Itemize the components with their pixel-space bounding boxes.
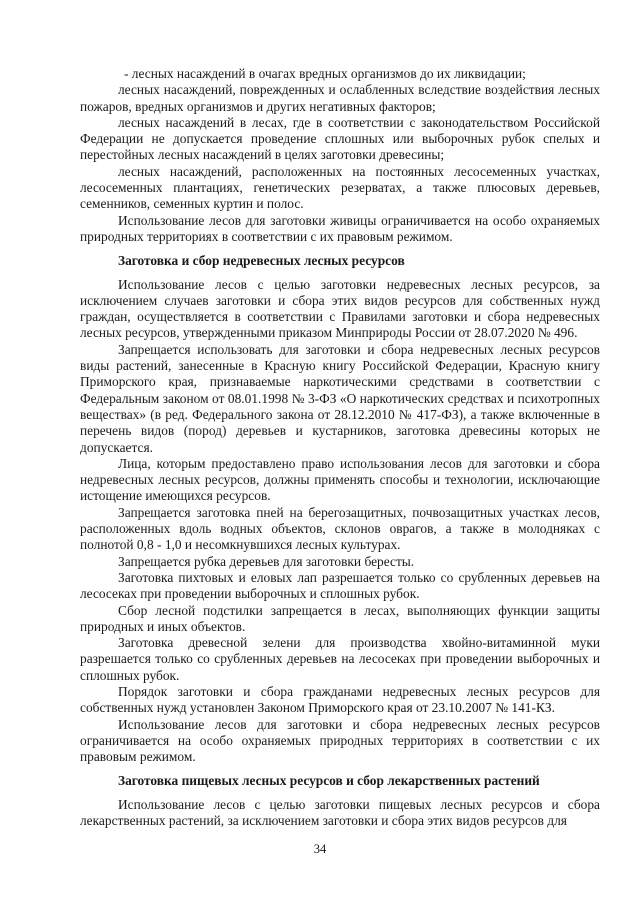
paragraph: Использование лесов с целью заготовки недревесных лесных ресурсов, за исключением случаев заготовки и сбора этих видов ресурсов для собственных нужд граждан, осуществляется в соответствии с Правилами заготовки и сбора недревесных лесных ресурсов, утвержденными приказом Минприроды России от 28.07.2020 № 496. [80, 276, 600, 341]
paragraph: лесных насаждений, расположенных на постоянных лесосеменных участках, лесосеменных плантациях, генетических резерватах, а также плюсовых деревьев, семенников, семенных куртин и полос. [80, 163, 600, 212]
paragraph: лесных насаждений, поврежденных и ослабленных вследствие воздействия лесных пожаров, вредных организмов и других негативных факторов; [80, 82, 600, 114]
paragraph: Использование лесов с целью заготовки пищевых лесных ресурсов и сбора лекарственных растений, за исключением заготовки и сбора этих видов ресурсов для [80, 796, 600, 829]
page-number: 34 [313, 842, 327, 856]
section-heading: Заготовка пищевых лесных ресурсов и сбор лекарственных растений [118, 773, 540, 789]
paragraph: Заготовка древесной зелени для производства хвойно-витаминной муки разрешается только со срубленных деревьев на лесосеках при проведении выборочных и сплошных рубок. [80, 635, 600, 683]
paragraph: Порядок заготовки и сбора гражданами недревесных лесных ресурсов для собственных нужд установлен Законом Приморского края от 23.10.2007 № 141-КЗ. [80, 683, 600, 716]
paragraph: Заготовка пихтовых и еловых лап разрешается только со срубленных деревьев на лесосеках при проведении выборочных и сплошных рубок. [80, 569, 600, 602]
section-heading: Заготовка и сбор недревесных лесных ресурсов [118, 253, 405, 269]
paragraph: Использование лесов для заготовки живицы ограничивается на особо охраняемых природных территориях в соответствии с их правовым режимом. [80, 212, 600, 244]
paragraph: Сбор лесной подстилки запрещается в лесах, выполняющих функции защиты природных и иных объектов. [80, 602, 600, 634]
paragraph: Запрещается использовать для заготовки и сбора недревесных лесных ресурсов виды растений, занесенные в Красную книгу Российской Федерации, Красную книгу Приморского края, признаваемые наркотическими средствами в соответствии с Федеральным законом от 08.01.1998 № 3-ФЗ «О наркотических средствах и психотропных веществах» (в ред. Федерального закона от 28.12.2010 № 417-ФЗ), а также включенные в перечень видов (пород) деревьев и кустарников, заготовка древесины которых не допускается. [80, 341, 600, 455]
paragraph: Запрещается заготовка пней на берегозащитных, почвозащитных участках лесов, расположенных вдоль водных объектов, склонов оврагов, а также в молодняках с полнотой 0,8 - 1,0 и несомкнувшихся лесных культурах. [80, 504, 600, 553]
paragraph: лесных насаждений в лесах, где в соответствии с законодательством Российской Федерации не допускается проведение сплошных или выборочных рубок спелых и перестойных лесных насаждений в целях заготовки древесины; [80, 114, 600, 163]
paragraph: Лица, которым предоставлено право использования лесов для заготовки и сбора недревесных лесных ресурсов, должны применять способы и технологии, исключающие истощение имеющихся ресурсов. [80, 455, 600, 504]
paragraph: Запрещается рубка деревьев для заготовки бересты. [118, 553, 415, 569]
paragraph: - лесных насаждений в очагах вредных организмов до их ликвидации; [124, 66, 526, 81]
paragraph: Использование лесов для заготовки и сбора недревесных лесных ресурсов ограничивается на особо охраняемых природных территориях в соответствии с их правовым режимом. [80, 716, 600, 765]
